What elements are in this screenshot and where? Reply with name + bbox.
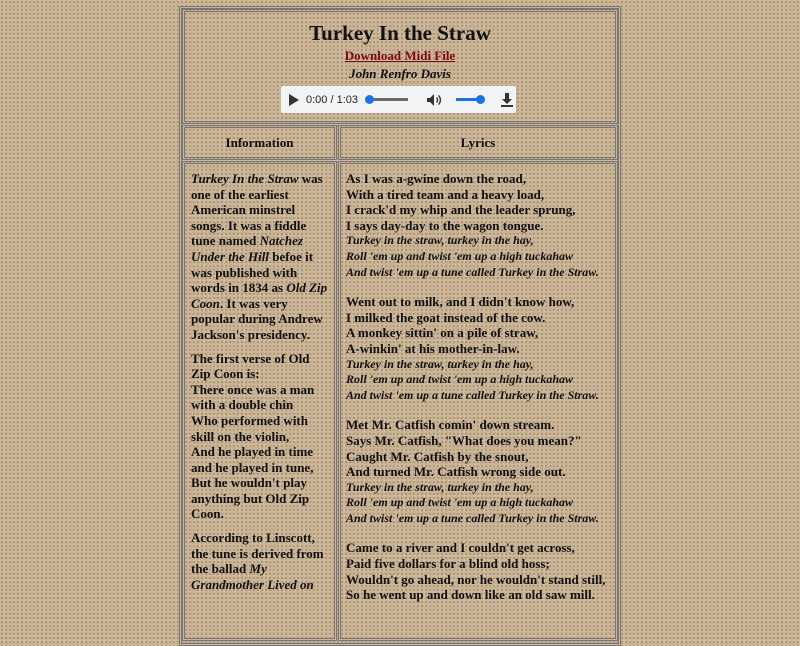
lyric-line: Came to a river and I couldn't get across, <box>346 540 575 556</box>
lyric-line: I crack'd my whip and the leader sprung, <box>346 202 576 218</box>
info-paragraph-3 <box>191 530 331 592</box>
info-line: There once was a man with a double chin <box>191 381 315 413</box>
info-line: The first verse of Old Zip Coon is: <box>191 350 310 382</box>
lyric-line: I milked the goat instead of the cow. <box>346 309 546 325</box>
information-header-cell <box>182 125 337 160</box>
lyric-line: With a tired team and a heavy load, <box>346 186 545 202</box>
info-text-span: befoe it was published with words in 1834 as <box>191 248 314 296</box>
chorus-line: Turkey in the straw, turkey in the hay, <box>346 479 534 494</box>
zip-coon-ref: Old Zip Coon <box>191 280 328 311</box>
chorus-line: Turkey in the straw, turkey in the hay, <box>346 233 534 248</box>
info-text-span: According to Linscott, the tune is derived from the ballad <box>191 530 324 577</box>
info-line: And he played in time and he played in tune, <box>191 444 314 475</box>
volume-knob[interactable] <box>476 95 485 104</box>
chorus-line: And twist 'em up a tune called Turkey in the Straw. <box>346 387 599 402</box>
download-icon[interactable] <box>500 92 514 108</box>
chorus-line: Roll 'em up and twist 'em up a high tuckahaw <box>346 248 574 263</box>
lyric-line: A monkey sittin' on a pile of straw, <box>346 325 539 341</box>
audio-player[interactable] <box>281 86 516 113</box>
author-name: John Renfro Davis <box>349 66 451 81</box>
information-header: Information <box>225 135 294 150</box>
lyrics-header: Lyrics <box>460 135 496 150</box>
download-midi-link[interactable]: Download Midi File <box>344 48 456 63</box>
chorus-line: Roll 'em up and twist 'em up a high tuckahaw <box>346 495 574 510</box>
lyric-line: I says day-day to the wagon tongue. <box>346 217 544 233</box>
chorus-line: Turkey in the straw, turkey in the hay, <box>346 356 534 371</box>
lyrics-stanza <box>346 417 615 526</box>
time-display: 0:00 / 1:03 <box>306 93 358 106</box>
lyric-line: Paid five dollars for a blind old hoss; <box>346 556 550 572</box>
lyrics-stanza <box>346 540 615 602</box>
song-title-ref: Turkey In the Straw <box>191 171 299 186</box>
lyrics-stanza <box>346 171 615 280</box>
lyric-line: And turned Mr. Catfish wrong side out. <box>346 464 566 480</box>
lyric-line: Says Mr. Catfish, "What does you mean?" <box>346 432 582 448</box>
lyric-line: Went out to milk, and I didn't know how, <box>346 294 575 310</box>
info-line: But he wouldn't play anything but Old Zip Coon. <box>191 475 310 522</box>
chorus-line: Roll 'em up and twist 'em up a high tuckahaw <box>346 372 574 387</box>
play-icon[interactable] <box>289 94 299 106</box>
lyrics-stanza <box>346 294 615 403</box>
lyrics-text <box>341 164 615 603</box>
info-paragraph-2 <box>191 351 331 523</box>
lyric-line: Wouldn't go ahead, nor he wouldn't stand still, <box>346 571 606 587</box>
lyric-line: As I was a-gwine down the road, <box>346 171 526 186</box>
info-line: Who performed with skill on the violin, <box>191 412 308 444</box>
information-text <box>185 164 331 592</box>
lyric-line: A-winkin' at his mother-in-law. <box>346 340 520 356</box>
chorus-line: And twist 'em up a tune called Turkey in the Straw. <box>346 510 599 525</box>
volume-icon[interactable] <box>426 93 444 107</box>
lyrics-cell <box>338 161 618 641</box>
lyric-line: Caught Mr. Catfish by the snout, <box>346 448 529 464</box>
info-text-span: . It was very popular during Andrew Jackson's presidency. <box>191 295 323 342</box>
ballad-title-ref: My Grandmother Lived on <box>191 561 314 592</box>
information-cell <box>182 161 337 641</box>
page-title: Turkey In the Straw <box>309 21 491 45</box>
info-text-span: was one of the earliest American minstrel songs. It was a fiddle tune named <box>191 171 323 249</box>
volume-slider[interactable] <box>456 98 480 101</box>
lyric-line: Met Mr. Catfish comin' down stream. <box>346 417 555 433</box>
alt-title-ref: Natchez Under the Hill <box>191 233 303 264</box>
chorus-line: And twist 'em up a tune called Turkey in the Straw. <box>346 264 599 279</box>
lyrics-header-cell <box>338 125 618 160</box>
seek-slider[interactable] <box>368 98 408 101</box>
lyric-line: So he went up and down like an old saw mill. <box>346 587 595 603</box>
seek-knob[interactable] <box>365 95 374 104</box>
info-paragraph-1 <box>191 171 331 343</box>
